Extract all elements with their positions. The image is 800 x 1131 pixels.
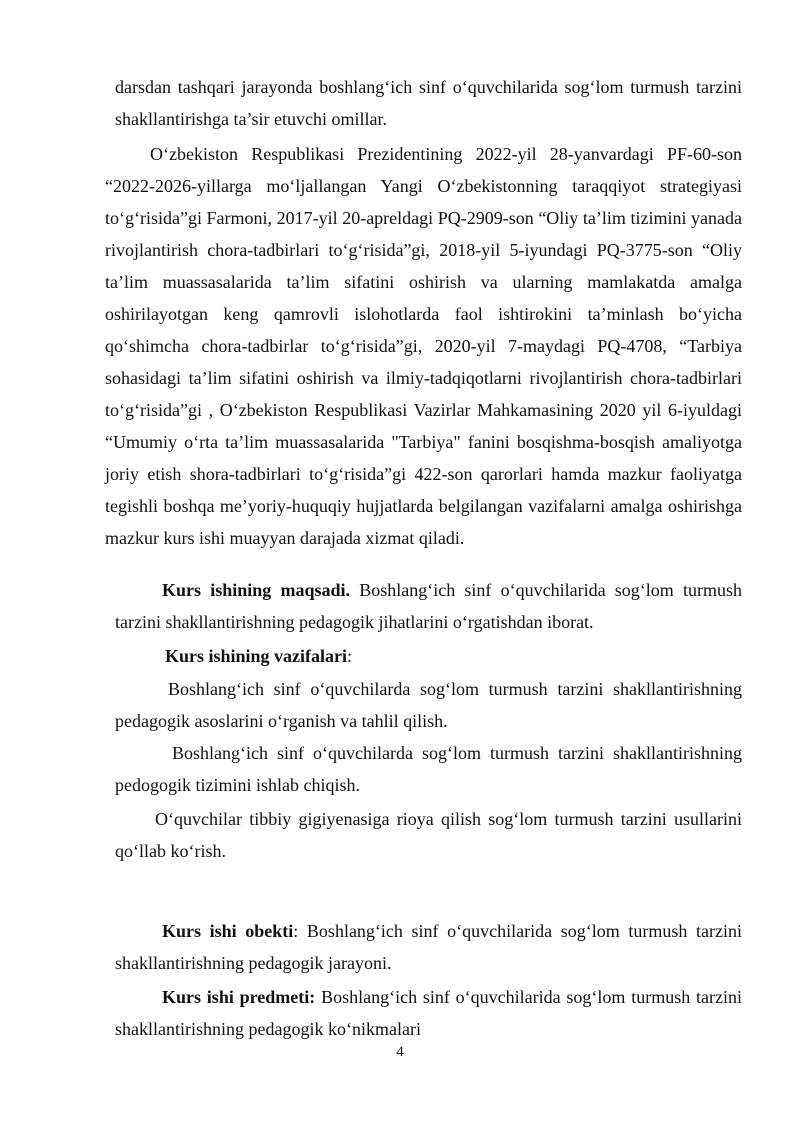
purpose-paragraph: [0, 574, 800, 638]
subject-text: Boshlang‘ich sinf o‘quvchilarida sog‘lom turmush tarzini shakllantirishning pedagogik ko‘nikmalari: [115, 987, 743, 1039]
task-2-text: Boshlang‘ich sinf o‘quvchilarda sog‘lom turmush tarzini shakllantirishning pedogogik tizimini ishlab chiqish.: [115, 743, 742, 795]
object-section: [0, 915, 800, 979]
purpose-text: Boshlang‘ich sinf o‘quvchilarida sog‘lom turmush tarzini shakllantirishning pedagogik jihatlarini o‘rgatishdan iborat.: [115, 580, 742, 632]
tasks-heading-line: [0, 640, 800, 672]
tasks-heading: [0, 640, 800, 672]
object-label: Kurs ishi obekti: [162, 921, 294, 941]
task-1: [0, 673, 800, 737]
paragraph-2: O‘zbekiston Respublikasi Prezidentining 2022-yil 28-yanvardagi PF-60-son “2022-2026-yillarga mo‘ljallangan Yangi O‘zbekistonning taraqqiyot strategiyasi to‘g‘risida”gi Farmoni, 2017-yil 20-apreldagi PQ-2909-son “Oliy ta’lim tizimini yanada rivojlantirish chora-tadbirlari to‘g‘risida”gi, 2018-yil 5-iyundagi PQ-3775-son “Oliy ta’lim muassasalarida ta’lim sifatini oshirish va ularning mamlakatda amalga oshirilayotgan keng qamrovli islohotlarda faol ishtirokini ta’minlash bo‘yicha qo‘shimcha chora-tadbirlar to‘g‘risida”gi, 2020-yil 7-maydagi PQ-4708, “Tarbiya sohasidagi ta’lim sifatini oshirish va ilmiy-tadqiqotlarni rivojlantirish chora-tadbirlari to‘g‘risida”gi , O‘zbekiston Respublikasi Vazirlar Mahkamasining 2020 yil 6-iyuldagi “Umumiy o‘rta ta’lim muassasalarida "Tarbiya" fanini bosqishma-bosqish amaliyotga joriy etish shora-tadbirlari to‘g‘risida”gi 422-son qarorlari hamda mazkur faoliyatga tegishli boshqa me’yoriy-huquqiy hujjatlarda belgilangan vazifalarni amalga oshirishga mazkur kurs ishi muayyan darajada xizmat qiladi.: [105, 144, 742, 548]
page-number: 4: [396, 1044, 404, 1060]
legal-basis-paragraph: [0, 138, 800, 554]
intro-continuation: [0, 71, 800, 135]
task-1-text: Boshlang‘ich sinf o‘quvchilarda sog‘lom turmush tarzini shakllantirishning pedagogik asoslarini o‘rganish va tahlil qilish.: [115, 679, 742, 731]
subject-label: Kurs ishi predmeti:: [162, 987, 316, 1007]
paragraph-1: darsdan tashqari jarayonda boshlang‘ich sinf o‘quvchilarida sog‘lom turmush tarzini shakllantirishga ta’sir etuvchi omillar.: [115, 77, 742, 129]
tasks-label: Kurs ishining vazifalari: [165, 646, 348, 666]
tasks-colon: :: [347, 646, 353, 666]
purpose-label: Kurs ishining maqsadi.: [162, 580, 350, 600]
task-3-text: O‘quvchilar tibbiy gigiyenasiga rioya qilish sog‘lom turmush tarzini usullarini qo‘llab ko‘rish.: [115, 809, 742, 861]
object-text: : Boshlang‘ich sinf o‘quvchilarida sog‘lom turmush tarzini shakllantirishning pedagogik jarayoni.: [115, 921, 742, 973]
task-2: [0, 737, 800, 801]
purpose-section: [0, 574, 800, 638]
subject-paragraph: [0, 981, 800, 1045]
object-paragraph: [0, 915, 800, 979]
subject-section: [0, 981, 800, 1045]
task-3: [0, 803, 800, 867]
